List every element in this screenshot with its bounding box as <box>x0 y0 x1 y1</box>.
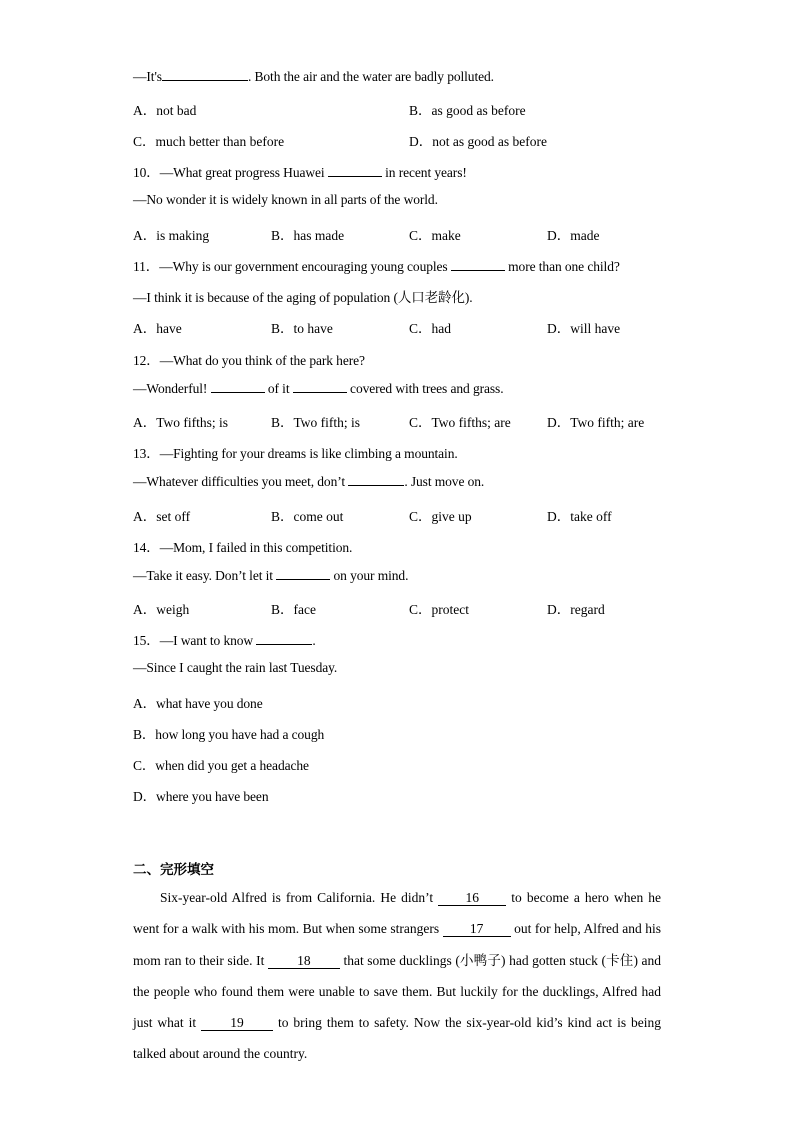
q9-options-row-1 <box>133 99 693 119</box>
q10-stem-text-a: 10．—What great progress Huawei <box>133 165 325 180</box>
q13-option-b[interactable]: B．come out <box>271 509 344 524</box>
q13-blank[interactable] <box>348 473 404 486</box>
q10-option-a[interactable]: A．is making <box>133 228 210 243</box>
q11-option-c[interactable]: C．had <box>409 321 451 336</box>
q11-options <box>133 317 693 337</box>
q15-option-c[interactable]: C．when did you get a headache <box>133 758 309 773</box>
q14-options <box>133 598 693 618</box>
q12-blank-2[interactable] <box>293 380 347 393</box>
q9-option-a[interactable]: A．not bad <box>133 103 197 118</box>
q9-options-row-2 <box>133 130 693 150</box>
q11-option-b[interactable]: B．to have <box>271 321 333 336</box>
q12-option-c[interactable]: C．Two fifths; are <box>409 415 511 430</box>
q14-reply-text-b: on your mind. <box>333 568 409 583</box>
q13-reply <box>133 473 484 490</box>
passage-text-1: Six-year-old Alfred is from California. He didn’t <box>160 890 434 905</box>
q13-option-a[interactable]: A．set off <box>133 509 191 524</box>
q11-reply: —I think it is because of the aging of population (人口老龄化). <box>133 290 473 305</box>
q13-reply-text-a: —Whatever difficulties you meet, don’t <box>133 474 346 489</box>
q9-answer-text-a: —It's <box>133 69 162 84</box>
q14-option-d[interactable]: D．regard <box>547 602 605 617</box>
section-title: 二、完形填空 <box>133 862 214 878</box>
q10-options <box>133 224 693 244</box>
cloze-blank-16[interactable]: 16 <box>438 891 506 906</box>
q14-blank[interactable] <box>276 567 330 580</box>
q12-option-b[interactable]: B．Two fifth; is <box>271 415 361 430</box>
q15-blank[interactable] <box>256 632 312 645</box>
q14-reply <box>133 567 408 584</box>
q15-reply: —Since I caught the rain last Tuesday. <box>133 660 338 675</box>
q11-stem-text-b: more than one child? <box>508 259 620 274</box>
cloze-passage <box>133 882 661 1070</box>
q11-option-a[interactable]: A．have <box>133 321 182 336</box>
q15-stem <box>133 629 316 649</box>
q12-options <box>133 411 693 431</box>
q9-answer-text-b: . Both the air and the water are badly polluted. <box>247 69 494 84</box>
passage-text-2: to become a hero when he went for a walk with his mom. But when some strangers <box>133 890 662 937</box>
q13-option-d[interactable]: D．take off <box>547 509 612 524</box>
cloze-blank-18[interactable]: 18 <box>268 954 340 969</box>
q10-option-d[interactable]: D．made <box>547 228 600 243</box>
q11-stem-text-a: 11．—Why is our government encouraging young couples <box>133 259 448 274</box>
q11-blank[interactable] <box>451 258 505 271</box>
q10-option-b[interactable]: B．has made <box>271 228 345 243</box>
q10-blank[interactable] <box>328 164 382 177</box>
q9-option-d[interactable]: D．not as good as before <box>409 134 547 149</box>
q13-reply-text-b: . Just move on. <box>404 474 485 489</box>
q14-stem: 14．—Mom, I failed in this competition. <box>133 540 353 555</box>
q15-option-a[interactable]: A．what have you done <box>133 696 263 711</box>
passage-text-5: to bring them to safety. Now the six-year-old kid’s kind act is being talked about around the country. <box>133 1015 662 1062</box>
q14-option-b[interactable]: B．face <box>271 602 316 617</box>
q9-option-b[interactable]: B．as good as before <box>409 103 526 118</box>
q13-stem: 13．—Fighting for your dreams is like climbing a mountain. <box>133 446 458 461</box>
q13-option-c[interactable]: C．give up <box>409 509 472 524</box>
passage-text-3: out for help, Alfred and his mom ran to their side. It <box>133 921 662 968</box>
q12-stem: 12．—What do you think of the park here? <box>133 353 365 368</box>
q10-stem-text-b: in recent years! <box>385 165 467 180</box>
q15-option-d[interactable]: D．where you have been <box>133 789 269 804</box>
passage-text-4: that some ducklings (小鸭子) had gotten stuck (卡住) and the people who found them were unable to save them. But luckily for the ducklings, Alfred had just what it <box>133 952 662 1031</box>
cloze-blank-19[interactable]: 19 <box>201 1016 273 1031</box>
q12-reply-text-c: covered with trees and grass. <box>350 381 504 396</box>
q14-option-c[interactable]: C．protect <box>409 602 469 617</box>
q9-blank[interactable] <box>162 68 248 81</box>
q14-option-a[interactable]: A．weigh <box>133 602 190 617</box>
q12-reply-text-a: —Wonderful! <box>133 381 208 396</box>
q12-option-a[interactable]: A．Two fifths; is <box>133 415 229 430</box>
q9-answer-line <box>133 68 494 85</box>
q12-option-d[interactable]: D．Two fifth; are <box>547 415 645 430</box>
q14-reply-text-a: —Take it easy. Don’t let it <box>133 568 273 583</box>
q10-stem <box>133 161 467 181</box>
q10-reply: —No wonder it is widely known in all parts of the world. <box>133 192 438 207</box>
q11-option-d[interactable]: D．will have <box>547 321 621 336</box>
q9-option-c[interactable]: C．much better than before <box>133 134 285 149</box>
q15-stem-text-b: . <box>312 633 316 648</box>
q11-stem <box>133 255 620 275</box>
cloze-blank-17[interactable]: 17 <box>443 922 511 937</box>
q10-option-c[interactable]: C．make <box>409 228 461 243</box>
q12-reply <box>133 380 503 397</box>
q15-stem-text-a: 15．—I want to know <box>133 633 254 648</box>
q12-reply-text-b: of it <box>267 381 290 396</box>
q12-blank-1[interactable] <box>211 380 265 393</box>
q13-options <box>133 505 693 525</box>
q15-option-b[interactable]: B．how long you have had a cough <box>133 727 325 742</box>
